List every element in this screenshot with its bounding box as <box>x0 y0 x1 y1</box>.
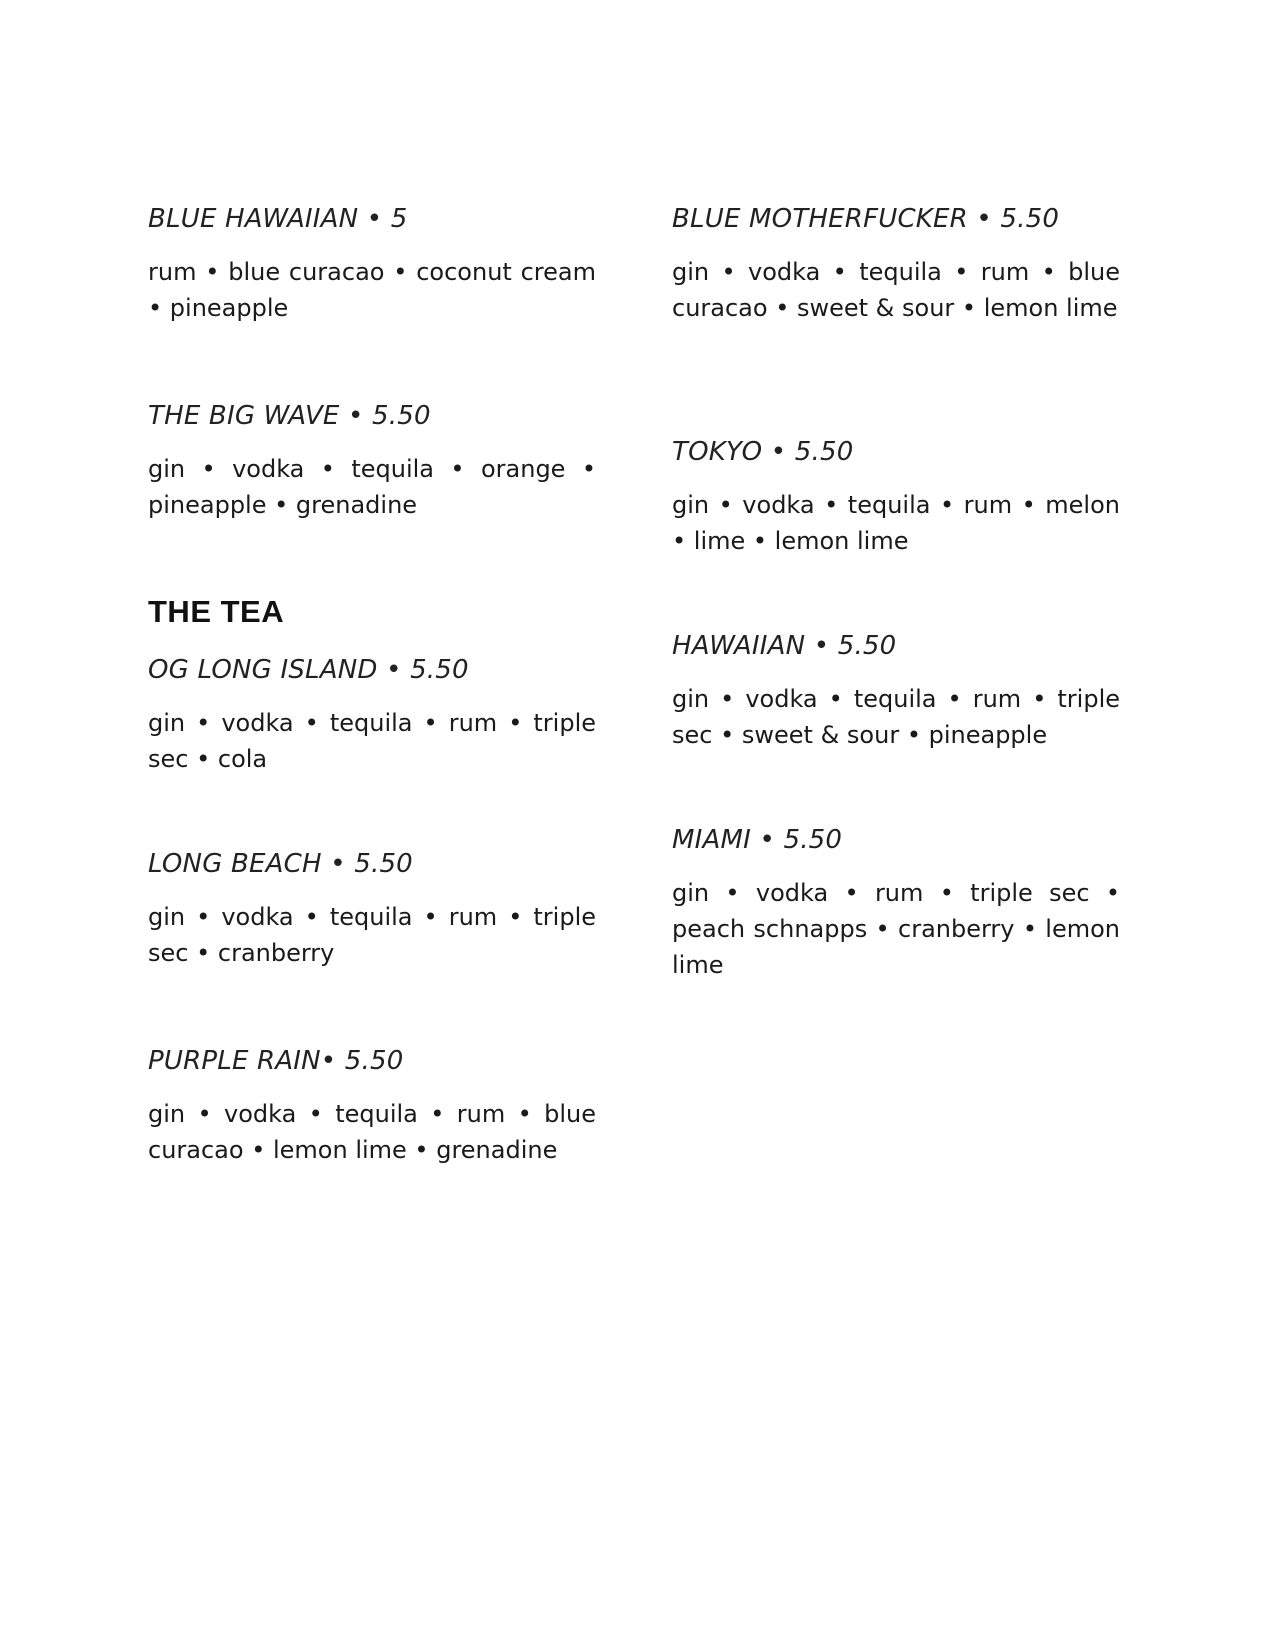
item-description-tokyo: gin • vodka • tequila • rum • melon • lime • lemon lime <box>672 491 1120 555</box>
item-description-blue-motherfucker: gin • vodka • tequila • rum • blue curacao • sweet & sour • lemon lime <box>672 258 1120 322</box>
section-heading-the-tea: THE TEA <box>148 594 285 629</box>
item-description-hawaiian: gin • vodka • tequila • rum • triple sec • sweet & sour • pineapple <box>672 685 1120 749</box>
item-title-purple-rain: PURPLE RAIN• 5.50 <box>148 1046 404 1076</box>
item-title-the-big-wave: THE BIG WAVE • 5.50 <box>148 401 431 431</box>
item-description-blue-hawaiian: rum • blue curacao • coconut cream • pineapple <box>148 258 596 322</box>
item-description-og-long-island: gin • vodka • tequila • rum • triple sec • cola <box>148 709 596 773</box>
item-title-long-beach: LONG BEACH • 5.50 <box>148 849 413 879</box>
item-title-miami: MIAMI • 5.50 <box>672 825 843 855</box>
item-title-blue-hawaiian: BLUE HAWAIIAN • 5 <box>148 204 408 234</box>
item-title-og-long-island: OG LONG ISLAND • 5.50 <box>148 655 469 685</box>
item-title-blue-motherfucker: BLUE MOTHERFUCKER • 5.50 <box>672 204 1060 234</box>
item-title-hawaiian: HAWAIIAN • 5.50 <box>672 631 897 661</box>
item-description-purple-rain: gin • vodka • tequila • rum • blue curacao • lemon lime • grenadine <box>148 1100 596 1164</box>
item-description-long-beach: gin • vodka • tequila • rum • triple sec • cranberry <box>148 903 596 967</box>
item-description-the-big-wave: gin • vodka • tequila • orange • pineapple • grenadine <box>148 455 596 519</box>
item-title-tokyo: TOKYO • 5.50 <box>672 437 854 467</box>
item-description-miami: gin • vodka • rum • triple sec • peach schnapps • cranberry • lemon lime <box>672 879 1120 979</box>
